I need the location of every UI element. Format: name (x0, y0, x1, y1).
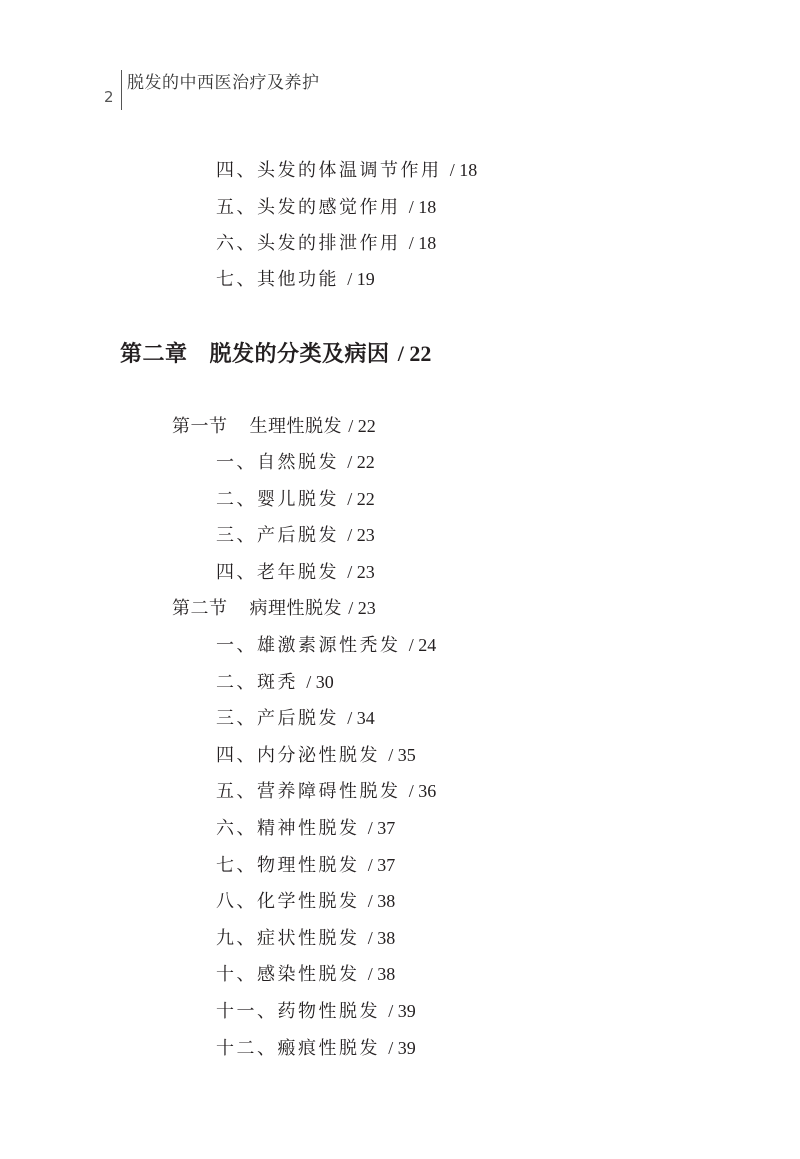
toc-item-page: / 18 (408, 197, 437, 217)
toc-item-page: / 39 (388, 1001, 416, 1021)
toc-item-page: / 23 (347, 562, 375, 582)
toc-item (216, 709, 375, 728)
toc-item (216, 161, 477, 180)
toc-item-page: / 19 (347, 269, 375, 289)
toc-item-page: / 37 (367, 818, 396, 838)
section-number: 第二节 (172, 598, 228, 619)
section-heading (172, 599, 376, 618)
toc-item (216, 270, 375, 289)
toc-item (216, 453, 375, 472)
toc-item (216, 198, 436, 217)
toc-item (216, 1002, 416, 1021)
toc-item-label: 六、头发的排泄作用 (216, 233, 401, 254)
toc-item (216, 673, 334, 692)
toc-item-page: / 37 (367, 855, 396, 875)
toc-item-page: / 22 (347, 489, 375, 509)
toc-item-label: 二、斑秃 (216, 672, 298, 693)
toc-item (216, 965, 395, 984)
chapter-title: 脱发的分类及病因 (209, 341, 390, 367)
toc-item-page: / 34 (347, 708, 375, 728)
book-title: 脱发的中西医治疗及养护 (127, 73, 320, 93)
toc-item (216, 746, 416, 765)
toc-item (216, 892, 395, 911)
toc-item-page: / 18 (449, 160, 478, 180)
toc-item-page: / 22 (347, 452, 375, 472)
toc-item-label: 四、头发的体温调节作用 (216, 160, 442, 181)
toc-item-label: 七、其他功能 (216, 269, 339, 290)
toc-item (216, 1039, 416, 1058)
toc-item-page: / 36 (408, 781, 437, 801)
toc-item-label: 四、内分泌性脱发 (216, 745, 380, 766)
toc-item (216, 563, 375, 582)
chapter-heading (120, 343, 431, 365)
toc-item-page: / 30 (306, 672, 334, 692)
toc-item-label: 四、老年脱发 (216, 562, 339, 583)
toc-item-page: / 18 (408, 233, 437, 253)
toc-item (216, 636, 436, 655)
toc-item-label: 一、自然脱发 (216, 452, 339, 473)
toc-item-label: 三、产后脱发 (216, 525, 339, 546)
toc-item-page: / 24 (408, 635, 437, 655)
toc-item (216, 234, 436, 253)
section-page: / 22 (348, 416, 376, 436)
toc-item-label: 十、感染性脱发 (216, 964, 360, 985)
toc-item-label: 五、头发的感觉作用 (216, 197, 401, 218)
toc-item-page: / 23 (347, 525, 375, 545)
toc-item (216, 490, 375, 509)
chapter-number: 第二章 (120, 341, 188, 367)
toc-item-label: 九、症状性脱发 (216, 928, 360, 949)
toc-item (216, 819, 395, 838)
toc-item-page: / 35 (388, 745, 416, 765)
toc-item-label: 十一、药物性脱发 (216, 1001, 380, 1022)
toc-item-label: 二、婴儿脱发 (216, 489, 339, 510)
toc-item-label: 三、产后脱发 (216, 708, 339, 729)
toc-item-label: 八、化学性脱发 (216, 891, 360, 912)
section-title: 生理性脱发 (249, 416, 342, 437)
toc-item-label: 七、物理性脱发 (216, 855, 360, 876)
section-heading (172, 417, 376, 436)
toc-item-page: / 39 (388, 1038, 416, 1058)
section-number: 第一节 (172, 416, 228, 437)
toc-item-label: 一、雄激素源性秃发 (216, 635, 401, 656)
toc-item (216, 856, 395, 875)
toc-item (216, 526, 375, 545)
toc-item (216, 929, 395, 948)
toc-item-page: / 38 (367, 891, 396, 911)
toc-item-page: / 38 (367, 964, 396, 984)
toc-item-label: 六、精神性脱发 (216, 818, 360, 839)
toc-item-label: 五、营养障碍性脱发 (216, 781, 401, 802)
section-page: / 23 (348, 598, 376, 618)
toc-item (216, 782, 436, 801)
section-title: 病理性脱发 (249, 598, 342, 619)
page-number: 2 (104, 88, 114, 106)
chapter-page: / 22 (397, 341, 432, 366)
toc-item-label: 十二、瘢痕性脱发 (216, 1038, 380, 1059)
toc-item-page: / 38 (367, 928, 396, 948)
